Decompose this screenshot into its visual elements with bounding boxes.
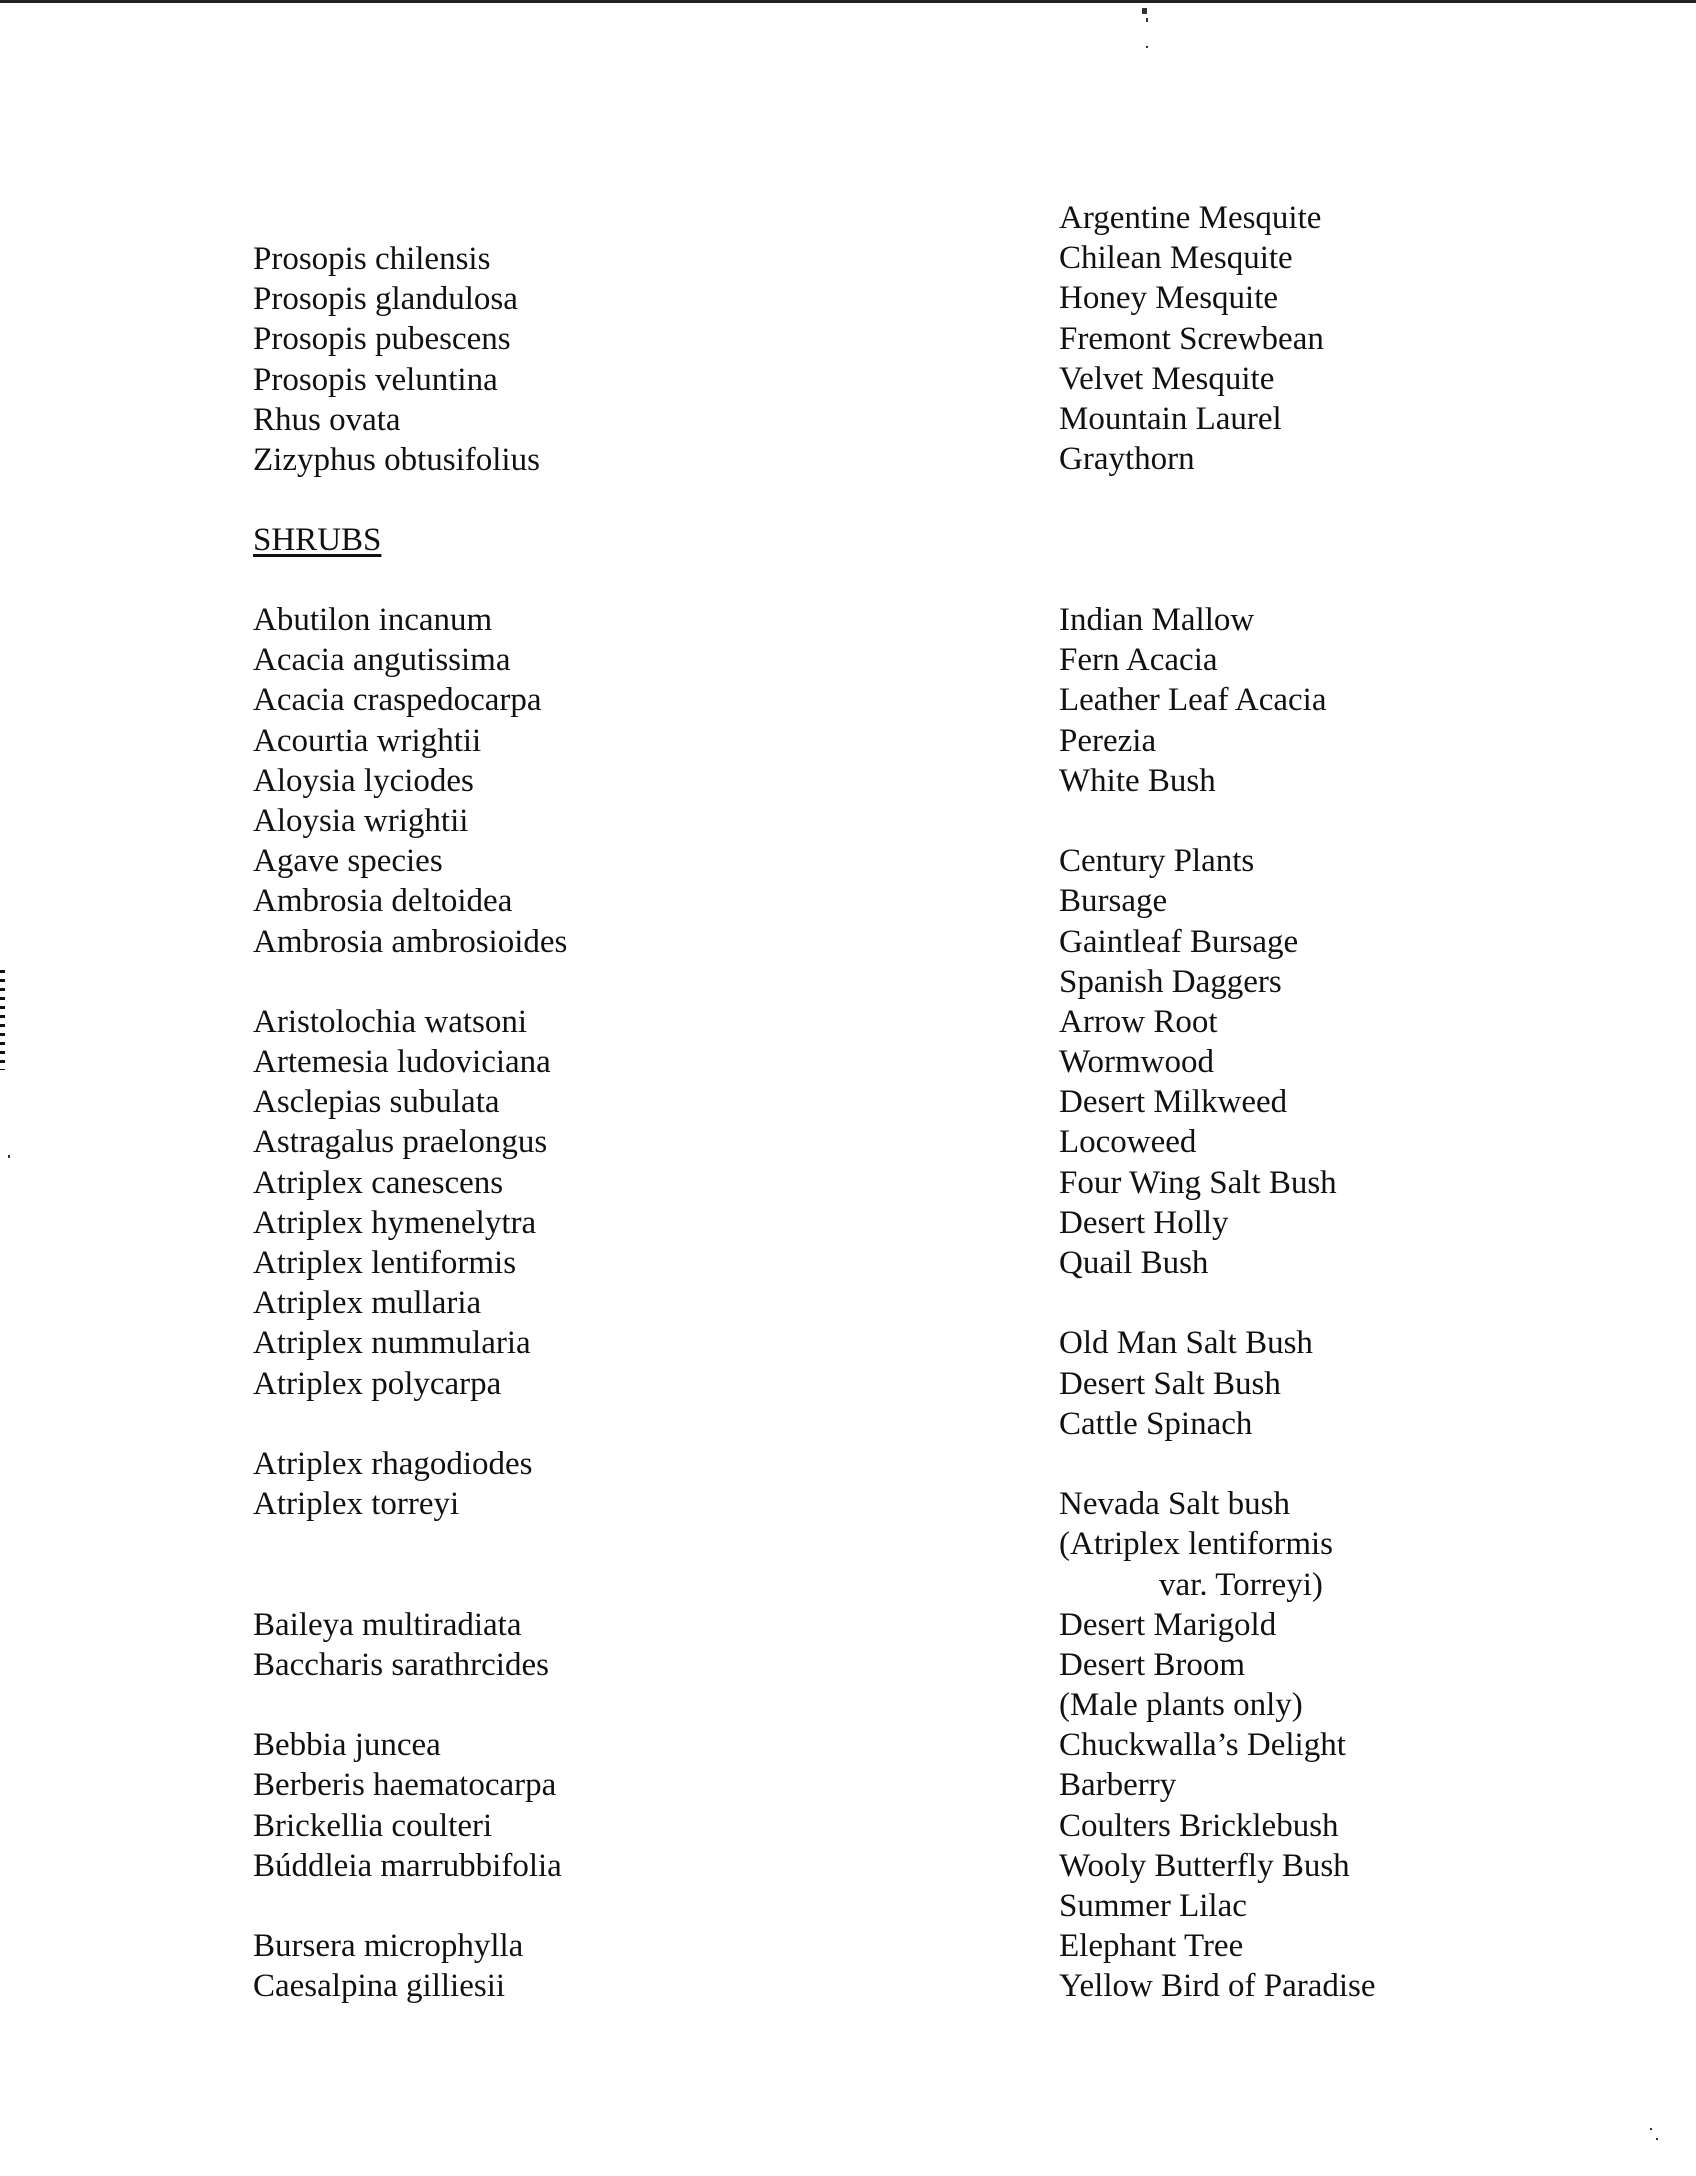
list-item: var. Torreyi) <box>1159 1566 1323 1603</box>
list-item: (Male plants only) <box>1059 1687 1303 1724</box>
list-item: Gaintleaf Bursage <box>1059 923 1299 960</box>
list-item: Quail Bush <box>1059 1245 1209 1281</box>
list-item: Locoweed <box>1059 1124 1197 1161</box>
list-item: Spanish Daggers <box>1059 963 1282 1000</box>
list-item: Leather Leaf Acacia <box>1059 682 1327 719</box>
scan-speck <box>8 1155 10 1158</box>
list-item: (Atriplex lentiformis <box>1059 1526 1334 1563</box>
list-item: Ambrosia deltoidea <box>253 883 513 920</box>
list-item: Caesalpina gilliesii <box>253 1968 506 2005</box>
list-item: Atriplex rhagodiodes <box>253 1445 533 1482</box>
list-item: Fremont Screwbean <box>1059 320 1324 357</box>
list-item: Acacia angutissima <box>253 642 511 679</box>
scan-speck <box>1656 2138 1658 2140</box>
list-item: Graythorn <box>1059 441 1195 478</box>
list-item: Velvet Mesquite <box>1059 360 1275 397</box>
list-item: Coulters Bricklebush <box>1059 1807 1339 1844</box>
list-item: Atriplex canescens <box>253 1164 504 1201</box>
list-item: Arrow Root <box>1059 1003 1218 1040</box>
list-item: Prosopis chilensis <box>253 241 491 277</box>
list-item: Agave species <box>253 843 443 880</box>
section-heading-shrubs: SHRUBS <box>253 522 382 558</box>
scan-speck <box>1146 18 1148 22</box>
list-item: Bursera microphylla <box>253 1928 524 1965</box>
scan-speck <box>1650 2128 1652 2130</box>
list-item: Barberry <box>1059 1767 1177 1804</box>
list-item: Atriplex torreyi <box>253 1486 460 1523</box>
list-item: Indian Mallow <box>1059 602 1255 638</box>
list-item: Aloysia lyciodes <box>253 762 474 799</box>
list-item: Abutilon incanum <box>253 602 493 638</box>
list-item: Four Wing Salt Bush <box>1059 1164 1337 1201</box>
list-item: Perezia <box>1059 722 1157 759</box>
list-item: Prosopis glandulosa <box>253 281 518 318</box>
list-item: Atriplex nummularia <box>253 1325 531 1362</box>
list-item: Century Plants <box>1059 843 1255 880</box>
list-item: Wooly Butterfly Bush <box>1059 1847 1350 1884</box>
list-item: Brickellia coulteri <box>253 1807 493 1844</box>
list-item: Argentine Mesquite <box>1059 200 1322 236</box>
scan-margin-marks <box>0 970 5 1070</box>
trees-common-list <box>1059 198 1324 479</box>
scan-top-edge <box>0 0 1696 3</box>
list-item: Bursage <box>1059 883 1168 920</box>
list-item: Berberis haematocarpa <box>253 1767 557 1804</box>
list-item: Yellow Bird of Paradise <box>1059 1968 1376 2005</box>
list-item: Atriplex lentiformis <box>253 1245 517 1281</box>
list-item: Zizyphus obtusifolius <box>253 441 540 478</box>
list-spacer <box>1059 801 1376 841</box>
list-spacer <box>253 1886 567 1926</box>
list-item: Old Man Salt Bush <box>1059 1325 1313 1362</box>
list-item: Nevada Salt bush <box>1059 1486 1290 1523</box>
list-item: Desert Broom <box>1059 1646 1246 1683</box>
list-item: Wormwood <box>1059 1044 1214 1081</box>
list-item: Baccharis sarathrcides <box>253 1646 549 1683</box>
list-item: Atriplex mullaria <box>253 1285 482 1322</box>
list-item: Desert Marigold <box>1059 1606 1277 1643</box>
list-item: Aloysia wrightii <box>253 802 469 839</box>
list-item: Desert Holly <box>1059 1204 1229 1241</box>
list-spacer <box>253 1524 567 1564</box>
list-spacer <box>253 1404 567 1444</box>
list-item: Baileya multiradiata <box>253 1606 522 1643</box>
list-spacer <box>253 1685 567 1725</box>
list-item: Summer Lilac <box>1059 1888 1247 1924</box>
scan-speck <box>1142 8 1147 14</box>
list-item: Elephant Tree <box>1059 1928 1244 1965</box>
list-item: Asclepias subulata <box>253 1084 500 1121</box>
list-item: Chuckwalla’s Delight <box>1059 1727 1346 1764</box>
list-item: Búddleia marrubbifolia <box>253 1847 562 1884</box>
list-spacer <box>253 1565 567 1605</box>
list-item: Chilean Mesquite <box>1059 240 1293 277</box>
shrubs-common-list <box>1059 600 1376 2007</box>
list-spacer <box>1059 1283 1376 1323</box>
list-item: Astragalus praelongus <box>253 1124 548 1161</box>
list-item: Ambrosia ambrosioides <box>253 923 568 960</box>
list-spacer <box>253 962 567 1002</box>
list-item: Mountain Laurel <box>1059 400 1282 437</box>
shrubs-botanical-list <box>253 600 567 2007</box>
list-item: Acacia craspedocarpa <box>253 682 542 719</box>
list-item: Atriplex polycarpa <box>253 1365 502 1402</box>
list-item: Rhus ovata <box>253 401 401 438</box>
list-item: Desert Milkweed <box>1059 1084 1288 1121</box>
list-item: Prosopis pubescens <box>253 321 511 358</box>
list-item: Atriplex hymenelytra <box>253 1204 537 1241</box>
list-item: Honey Mesquite <box>1059 280 1279 317</box>
list-item: Fern Acacia <box>1059 642 1218 679</box>
list-item: Bebbia juncea <box>253 1727 441 1764</box>
trees-botanical-list <box>253 239 540 480</box>
list-item: Prosopis veluntina <box>253 361 498 398</box>
scan-speck <box>1146 46 1148 48</box>
list-item: Desert Salt Bush <box>1059 1365 1281 1402</box>
list-spacer <box>1059 1444 1376 1484</box>
list-item: Cattle Spinach <box>1059 1405 1253 1442</box>
list-item: White Bush <box>1059 762 1216 799</box>
list-item: Artemesia ludoviciana <box>253 1044 551 1081</box>
list-item: Acourtia wrightii <box>253 722 482 759</box>
list-item: Aristolochia watsoni <box>253 1003 528 1040</box>
